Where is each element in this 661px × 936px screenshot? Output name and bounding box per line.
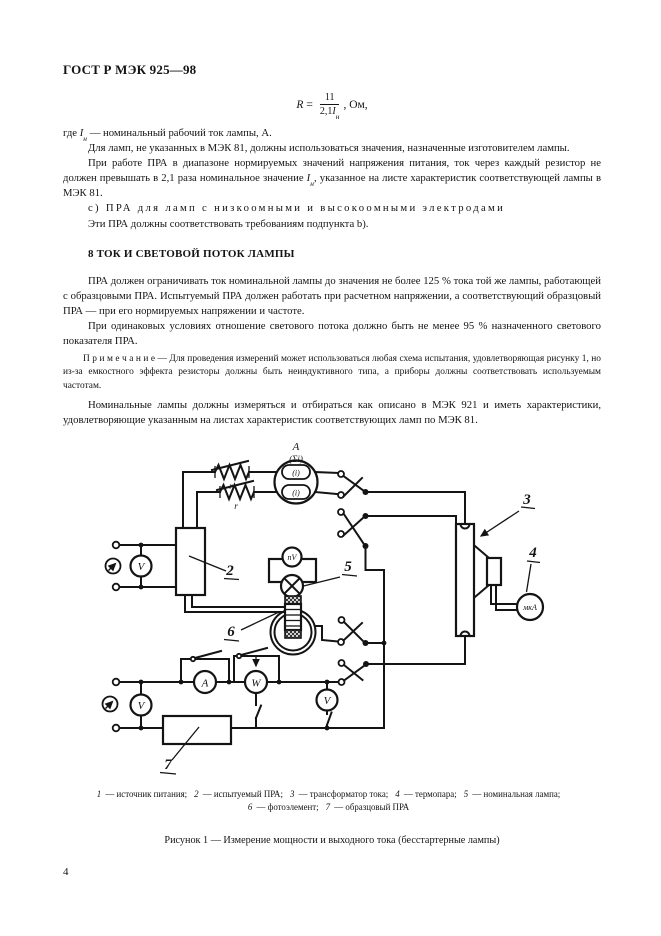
changeover-switch-bottom bbox=[338, 617, 465, 685]
legend-item: 5 — номинальная лампа; bbox=[463, 789, 561, 800]
microammeter bbox=[517, 594, 543, 620]
terminal bbox=[113, 584, 120, 591]
summing-ammeter bbox=[275, 441, 318, 504]
paragraph bbox=[63, 156, 601, 201]
callout-3: 3 bbox=[523, 492, 531, 509]
svg-text:V: V bbox=[137, 561, 145, 574]
circuit-diagram bbox=[89, 434, 567, 780]
callout-2: 2 bbox=[226, 563, 234, 580]
formula-numerator: 11 bbox=[320, 91, 340, 105]
formula-denominator: $2,1I_н$ bbox=[319, 106, 340, 121]
svg-text:мкА: мкА bbox=[523, 603, 537, 613]
wattmeter bbox=[245, 671, 267, 693]
paragraph bbox=[63, 398, 601, 428]
paragraph bbox=[63, 217, 601, 232]
paragraph bbox=[63, 141, 601, 156]
svg-text:A: A bbox=[201, 677, 209, 690]
svg-text:(i): (i) bbox=[292, 488, 300, 498]
text-segment: Эти ПРА должны соответствовать требованиям подпункта b). bbox=[88, 217, 369, 230]
paragraph bbox=[63, 319, 601, 349]
formula-equals: = bbox=[306, 98, 313, 111]
changeover-switch-top bbox=[338, 471, 369, 549]
text-segment: где bbox=[63, 127, 80, 139]
legend-item: 7 — образцовый ПРА bbox=[325, 801, 410, 812]
power-source-icon bbox=[103, 697, 118, 712]
resistor-label: r bbox=[234, 501, 238, 512]
standard-header: ГОСТ Р МЭК 925—98 bbox=[63, 62, 197, 77]
callout-6: 6 bbox=[227, 624, 235, 641]
ballast-under-test bbox=[176, 528, 205, 595]
svg-text:(i): (i) bbox=[292, 468, 300, 478]
page-content bbox=[63, 62, 601, 846]
page-number: 4 bbox=[63, 866, 69, 878]
paragraph bbox=[63, 201, 601, 216]
callout-7: 7 bbox=[164, 757, 172, 774]
text-segment: н bbox=[310, 179, 314, 189]
thermocouple bbox=[475, 545, 543, 620]
text-segment: ПРА должен ограничивать ток номинальной лампы до значения не более 125 % тока той же лампы, работающей с образцовыми ПРА. Испытуемый ПРА должен работать при расчетном напряжении, а соответствующий образцовый ПРА — при его нормируемых напряжении и частоте. bbox=[63, 274, 601, 317]
legend-line bbox=[63, 801, 601, 814]
text-segment: Номинальные лампы должны измеряться и отбираться как описано в МЭК 921 и иметь характеристики, удовлетворяющие указанным на листах характеристик соответствующих ламп по МЭК 81. bbox=[63, 398, 601, 426]
text-segment: , указанное на листе характеристик соответствующей лампы в МЭК 81. bbox=[63, 172, 601, 200]
formula-units: , Ом, bbox=[343, 98, 368, 111]
body-text bbox=[63, 126, 601, 428]
legend-item: 4 — термопара; bbox=[395, 789, 457, 800]
text-segment: I bbox=[306, 172, 311, 185]
switch-blade bbox=[256, 706, 261, 719]
svg-text:пV: пV bbox=[287, 553, 297, 563]
text-segment: — номинальный рабочий ток лампы, А. bbox=[87, 127, 272, 139]
formula-fraction bbox=[319, 91, 340, 121]
terminal bbox=[113, 725, 120, 732]
svg-text:(Σi): (Σi) bbox=[289, 454, 303, 465]
power-source-icon bbox=[106, 559, 121, 574]
legend-item: 2 — испытуемый ПРА; bbox=[194, 789, 283, 800]
text-segment: При одинаковых условиях отношение светового потока должно быть не менее 95 % назначенного светового показателя ПРА. bbox=[63, 320, 601, 348]
terminal bbox=[113, 542, 120, 549]
switch-blade bbox=[241, 648, 267, 655]
text-segment: П р и м е ч а н и е — Для проведения измерений может использоваться любая схема испытания, удовлетворяющая рисунку 1, но из-за емкостного эффекта резисторы должны быть неиндуктивного типа, а приборы должны соответствовать используемым частотам. bbox=[63, 354, 601, 391]
legend-item: 3 — трансформатор тока; bbox=[289, 789, 389, 800]
text-segment: При работе ПРА в диапазоне нормируемых значений напряжения питания, ток через каждый резистор не должен превышать в 2,1 раза номинальное значение bbox=[63, 157, 601, 185]
svg-text:А: А bbox=[292, 441, 300, 454]
callout-5: 5 bbox=[344, 559, 352, 576]
reference-lamp-photocell bbox=[185, 548, 357, 655]
legend-item: 1 — источник питания; bbox=[96, 789, 188, 800]
paragraph bbox=[63, 126, 601, 144]
legend-line bbox=[63, 788, 601, 801]
paragraph bbox=[63, 353, 601, 393]
terminal bbox=[113, 679, 120, 686]
section-heading bbox=[63, 247, 601, 262]
text-segment: н bbox=[83, 134, 88, 144]
reference-circuit bbox=[103, 648, 385, 774]
svg-text:V: V bbox=[137, 700, 145, 713]
voltmeter bbox=[317, 690, 338, 711]
text-segment: c) ПРА для ламп с низкоомными и высокоомными электродами bbox=[88, 202, 506, 215]
voltmeter bbox=[131, 695, 152, 716]
svg-text:W: W bbox=[251, 677, 261, 690]
resistor-label: r bbox=[229, 481, 233, 492]
switch-blade bbox=[195, 651, 221, 658]
formula bbox=[63, 91, 601, 121]
reference-lamp bbox=[281, 575, 303, 597]
callout-4: 4 bbox=[529, 545, 537, 562]
svg-text:V: V bbox=[323, 695, 331, 708]
figure-legend bbox=[63, 788, 601, 813]
text-segment: 8 ТОК И СВЕТОВОЙ ПОТОК ЛАМПЫ bbox=[88, 247, 295, 260]
paragraph bbox=[63, 274, 601, 319]
formula-lhs: R bbox=[296, 98, 304, 111]
text-segment: I bbox=[79, 127, 84, 139]
legend-item: 6 — фотоэлемент; bbox=[247, 801, 319, 812]
text-segment: Для ламп, не указанных в МЭК 81, должны использоваться значения, назначенные изготовителем лампы. bbox=[88, 142, 570, 155]
ammeter bbox=[194, 671, 216, 693]
voltmeter bbox=[131, 556, 152, 577]
figure-title: Рисунок 1 — Измерение мощности и выходного тока (бесстартерные лампы) bbox=[164, 835, 500, 847]
peak-voltmeter bbox=[283, 548, 302, 567]
